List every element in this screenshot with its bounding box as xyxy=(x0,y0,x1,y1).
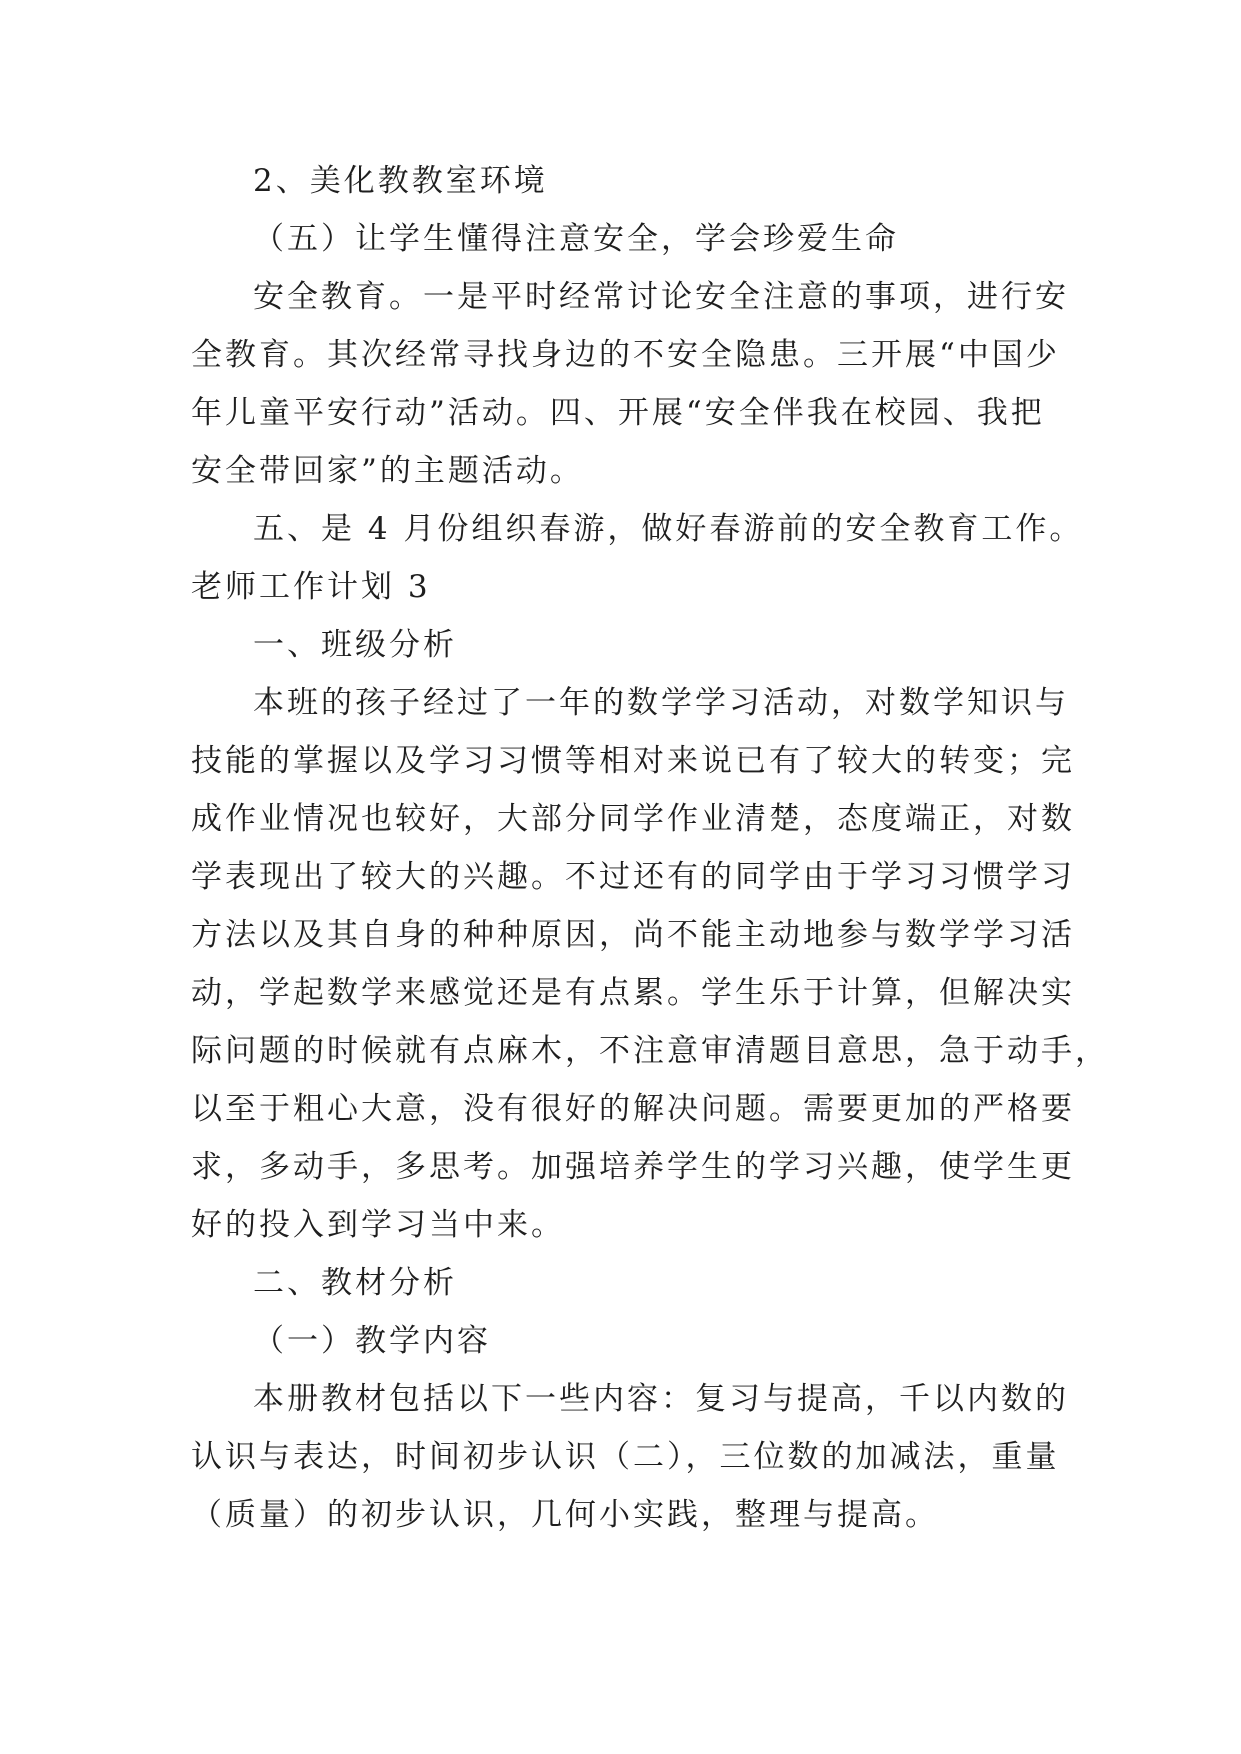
subsection-heading: （一）教学内容 xyxy=(253,1323,491,1359)
text-line: 以至于粗心大意，没有很好的解决问题。需要更加的严格要 xyxy=(191,1091,1075,1127)
text-line: 2、美化教教室环境 xyxy=(253,163,548,199)
text-line: 际问题的时候就有点麻木，不注意审清题目意思，急于动手， xyxy=(191,1033,1109,1069)
section-heading: （五）让学生懂得注意安全，学会珍爱生命 xyxy=(253,221,899,257)
text-line: 动，学起数学来感觉还是有点累。学生乐于计算，但解决实 xyxy=(191,975,1075,1011)
section-heading: 二、教材分析 xyxy=(253,1265,457,1301)
text-line: 五、是 4 月份组织春游，做好春游前的安全教育工作。 xyxy=(253,511,1084,547)
text-line: （质量）的初步认识，几何小实践，整理与提高。 xyxy=(191,1497,939,1533)
text-line: 全教育。其次经常寻找身边的不安全隐患。三开展“中国少 xyxy=(191,337,1060,373)
text-line: 安全教育。一是平时经常讨论安全注意的事项，进行安 xyxy=(253,279,1069,315)
text-line: 本班的孩子经过了一年的数学学习活动，对数学知识与 xyxy=(253,685,1069,721)
document-body xyxy=(191,152,1109,1544)
text-line: 成作业情况也较好，大部分同学作业清楚，态度端正，对数 xyxy=(191,801,1075,837)
text-line: 求，多动手，多思考。加强培养学生的学习兴趣，使学生更 xyxy=(191,1149,1075,1185)
text-line: 好的投入到学习当中来。 xyxy=(191,1207,565,1243)
text-line: 认识与表达，时间初步认识（二），三位数的加减法，重量 xyxy=(191,1439,1060,1475)
text-line: 年儿童平安行动”活动。四、开展“安全伴我在校园、我把 xyxy=(191,395,1045,431)
text-line: 学表现出了较大的兴趣。不过还有的同学由于学习习惯学习 xyxy=(191,859,1075,895)
text-line: 方法以及其自身的种种原因，尚不能主动地参与数学学习活 xyxy=(191,917,1075,953)
section-heading: 一、班级分析 xyxy=(253,627,457,663)
text-line: 安全带回家”的主题活动。 xyxy=(191,453,584,489)
text-line: 技能的掌握以及学习习惯等相对来说已有了较大的转变；完 xyxy=(191,743,1075,779)
text-line: 本册教材包括以下一些内容：复习与提高，千以内数的 xyxy=(253,1381,1069,1417)
plan-title: 老师工作计划 3 xyxy=(191,569,431,605)
